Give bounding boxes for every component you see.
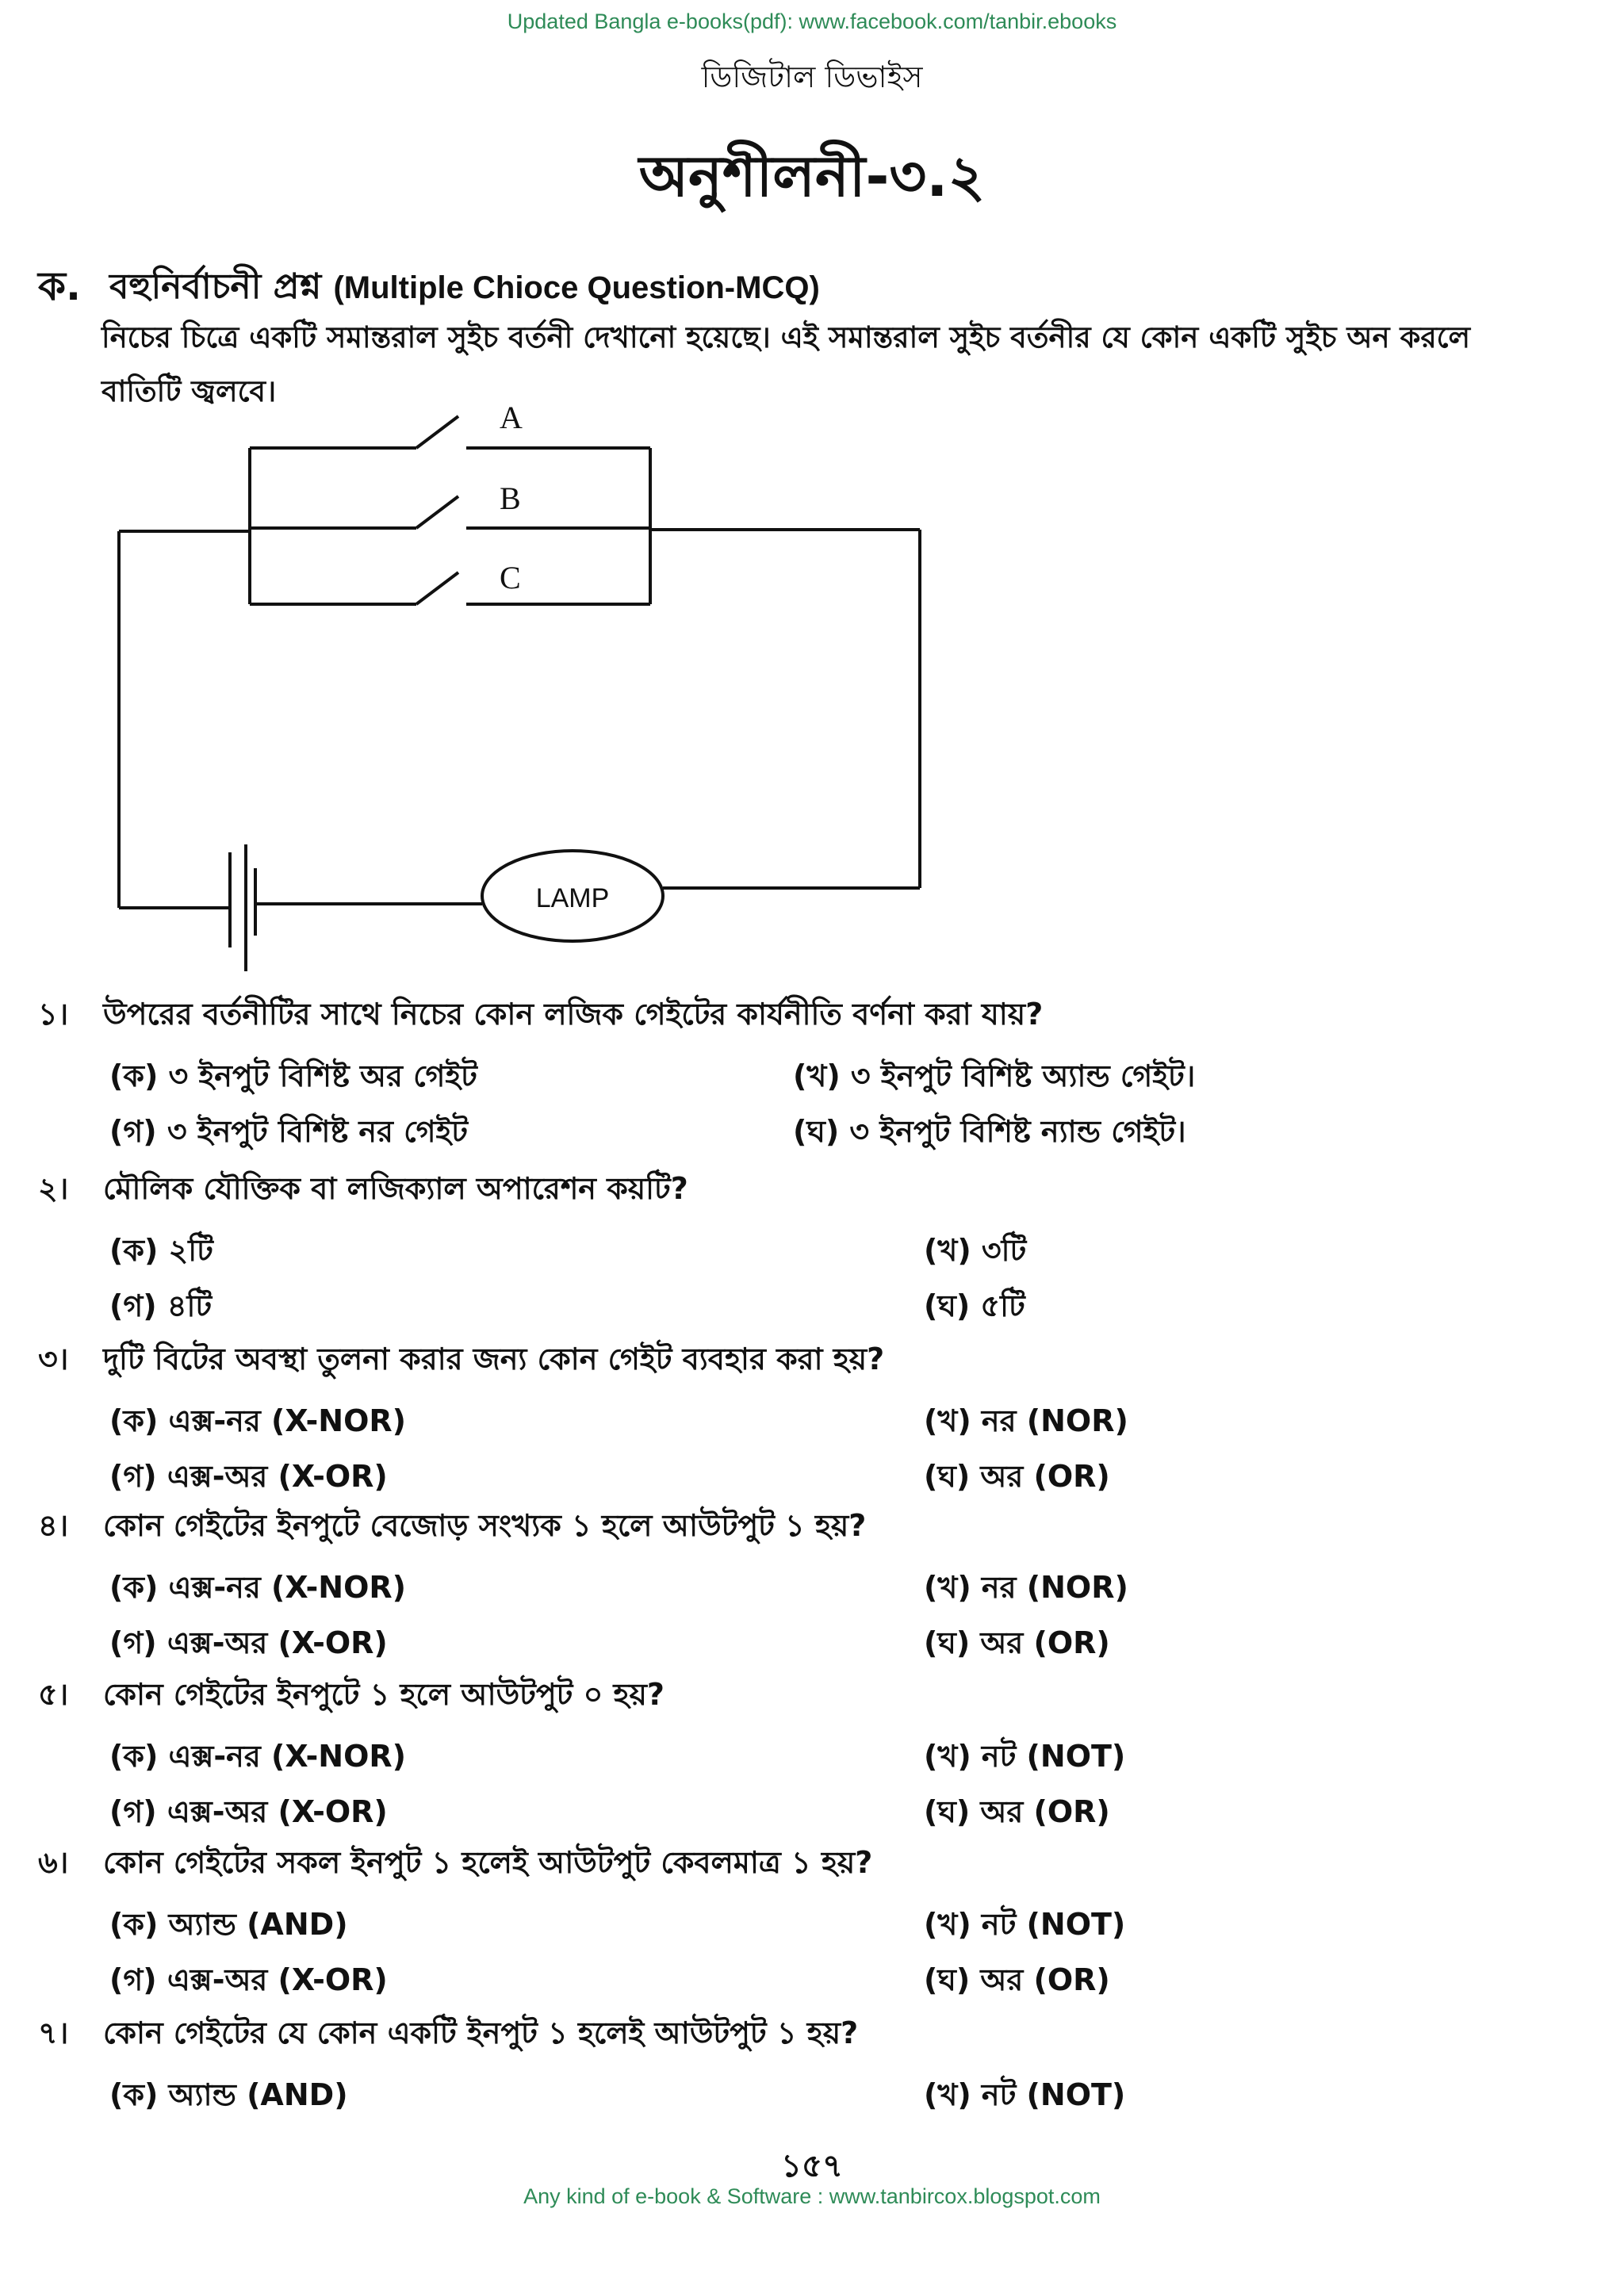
answer-option: (ক) ২টি — [109, 1233, 213, 1268]
question-number: ৫। — [38, 1677, 69, 1712]
answer-option: (ক) অ্যান্ড (AND) — [109, 2077, 348, 2112]
answer-option: (খ) ৩টি — [924, 1233, 1027, 1268]
answer-option: (ঘ) অর (OR) — [924, 1459, 1110, 1494]
question-text: দুটি বিটের অবস্থা তুলনা করার জন্য কোন গেইট ব্যবহার করা হয়? — [103, 1342, 885, 1376]
answer-option: (খ) ৩ ইনপুট বিশিষ্ট অ্যান্ড গেইট। — [793, 1058, 1196, 1093]
battery-symbol — [230, 844, 255, 971]
answer-option: (খ) নট (NOT) — [924, 2077, 1126, 2112]
parallel-switch-circuit-diagram — [103, 381, 959, 983]
answer-option: (ঘ) ৩ ইনপুট বিশিষ্ট ন্যান্ড গেইট। — [793, 1114, 1186, 1149]
answer-option: (ঘ) অর (OR) — [924, 1625, 1110, 1660]
section-title-en: (Multiple Chioce Question-MCQ) — [333, 270, 820, 305]
switch-a — [250, 416, 650, 448]
answer-option: (গ) এক্স-অর (X-OR) — [109, 1625, 388, 1660]
bottom-link[interactable]: Any kind of e-book & Software : www.tanbircox.blogspot.com — [523, 2184, 1101, 2208]
answer-option: (ক) অ্যান্ড (AND) — [109, 1907, 348, 1942]
question-number: ৪। — [38, 1508, 69, 1543]
answer-option: (গ) এক্স-অর (X-OR) — [109, 1962, 388, 1997]
switch-label-c: C — [500, 560, 521, 595]
answer-option: (গ) এক্স-অর (X-OR) — [109, 1459, 388, 1494]
answer-option: (গ) ৪টি — [109, 1288, 213, 1323]
question-text: কোন গেইটের যে কোন একটি ইনপুট ১ হলেই আউটপুট ১ হয়? — [103, 2015, 859, 2050]
switch-c — [250, 572, 650, 604]
question-number: ৭। — [38, 2015, 69, 2050]
answer-option: (খ) নর (NOR) — [924, 1570, 1128, 1605]
answer-option: (ঘ) অর (OR) — [924, 1794, 1110, 1829]
question-number: ৬। — [38, 1845, 69, 1880]
question-text: কোন গেইটের সকল ইনপুট ১ হলেই আউটপুট কেবলমাত্র ১ হয়? — [103, 1845, 873, 1880]
lamp-label: LAMP — [535, 883, 610, 913]
page-number: ১৫৭ — [781, 2148, 843, 2184]
question-text: মৌলিক যৌক্তিক বা লজিক্যাল অপারেশন কয়টি? — [103, 1171, 688, 1206]
section-marker: ক. — [38, 263, 81, 309]
question-number: ৩। — [38, 1342, 69, 1376]
answer-option: (গ) এক্স-অর (X-OR) — [109, 1794, 388, 1829]
answer-option: (ক) এক্স-নর (X-NOR) — [109, 1570, 407, 1605]
running-head: ডিজিটাল ডিভাইস — [701, 59, 923, 94]
answer-option: (খ) নট (NOT) — [924, 1907, 1126, 1942]
question-number: ১। — [38, 997, 69, 1032]
answer-option: (ক) এক্স-নর (X-NOR) — [109, 1403, 407, 1438]
top-link[interactable]: Updated Bangla e-books(pdf): www.facebook.com/tanbir.ebooks — [507, 10, 1117, 33]
switch-b — [250, 496, 650, 528]
intro-paragraph: নিচের চিত্রে একটি সমান্তরাল সুইচ বর্তনী দেখানো হয়েছে। এই সমান্তরাল সুইচ বর্তনীর যে কোন একটি সুইচ অন করলে বাতিটি জ্বলবে। — [102, 320, 1471, 408]
switch-label-b: B — [500, 480, 521, 516]
answer-option: (ঘ) অর (OR) — [924, 1962, 1110, 1997]
section-title — [109, 260, 820, 318]
answer-option: (ঘ) ৫টি — [924, 1288, 1025, 1323]
answer-option: (ক) এক্স-নর (X-NOR) — [109, 1739, 407, 1774]
switch-label-a: A — [500, 400, 523, 435]
question-text: কোন গেইটের ইনপুটে ১ হলে আউটপুট ০ হয়? — [103, 1677, 665, 1712]
question-text: উপরের বর্তনীটির সাথে নিচের কোন লজিক গেইটের কার্যনীতি বর্ণনা করা যায়? — [103, 997, 1044, 1032]
answer-option: (খ) নট (NOT) — [924, 1739, 1126, 1774]
page-title: অনুশীলনী-৩.২ — [638, 143, 986, 209]
answer-option: (গ) ৩ ইনপুট বিশিষ্ট নর গেইট — [109, 1114, 468, 1149]
answer-option: (খ) নর (NOR) — [924, 1403, 1128, 1438]
section-title-bn: বহুনির্বাচনী প্রশ্ন — [109, 266, 322, 307]
question-text: কোন গেইটের ইনপুটে বেজোড় সংখ্যক ১ হলে আউটপুট ১ হয়? — [103, 1508, 867, 1543]
answer-option: (ক) ৩ ইনপুট বিশিষ্ট অর গেইট — [109, 1058, 477, 1093]
question-number: ২। — [38, 1171, 69, 1206]
